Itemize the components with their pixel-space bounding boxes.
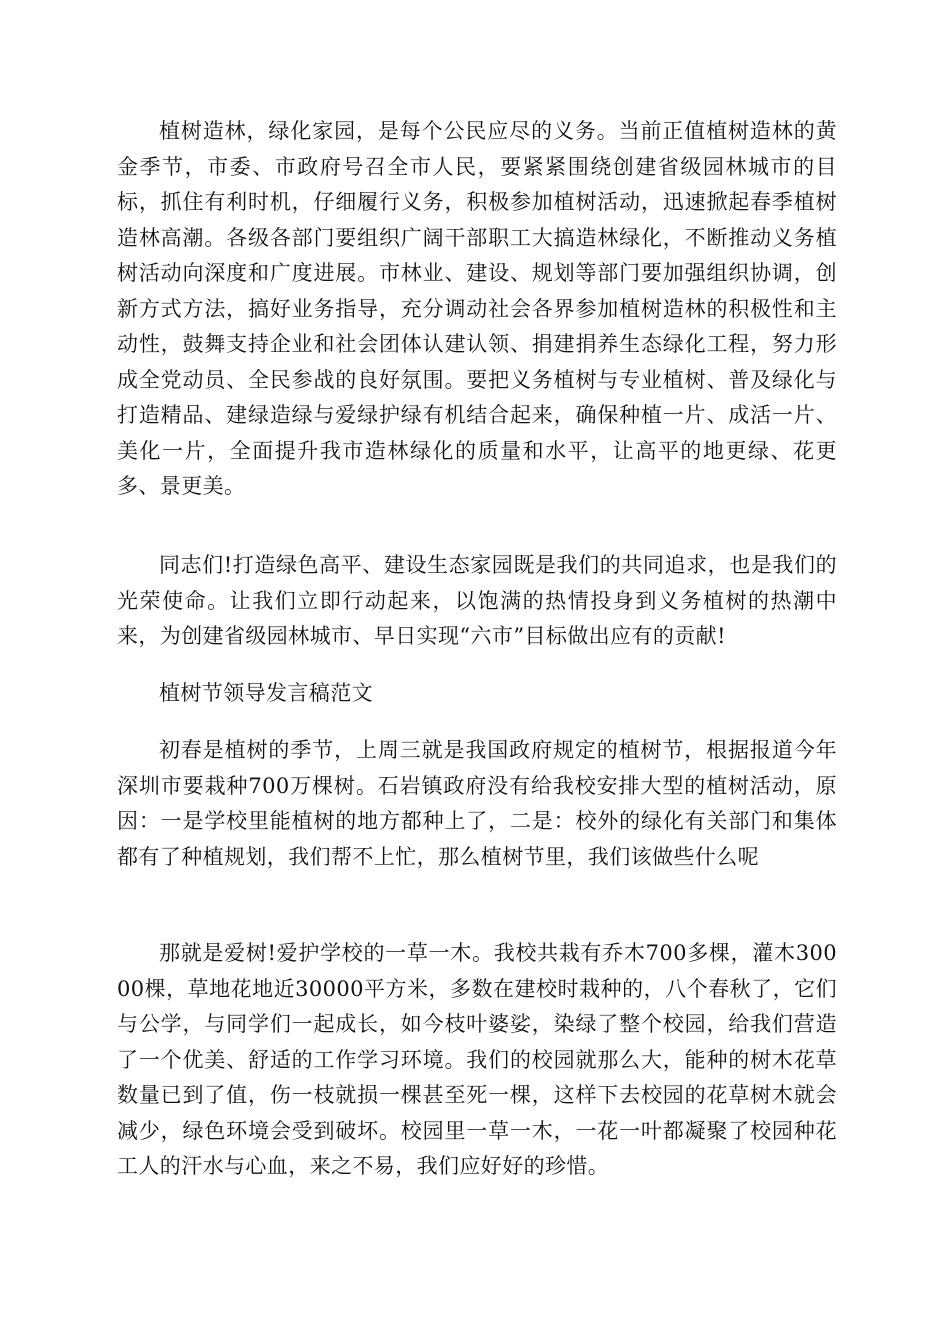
paragraph-5: 那就是爱树!爱护学校的一草一木。我校共栽有乔木700多棵，灌木30000棵，草地花地近30000平方米，多数在建校时栽种的，八个春秋了，它们与公学，与同学们一起成长，如今枝叶婆娑，染绿了整个校园，给我们营造了一个优美、舒适的工作学习环境。我们的校园就那么大，能种的树木花草数量已到了值，伤一枝就损一棵甚至死一棵，这样下去校园的花草树木就会减少，绿色环境会受到破坏。校园里一草一木，一花一叶都凝聚了校园种花工人的汗水与心血，来之不易，我们应好好的珍惜。 (117, 941, 837, 1178)
paragraph-1: 植树造林，绿化家园，是每个公民应尽的义务。当前正值植树造林的黄金季节，市委、市政府号召全市人民，要紧紧围绕创建省级园林城市的目标，抓住有利时机，仔细履行义务，积极参加植树活动，迅速掀起春季植树造林高潮。各级各部门要组织广阔干部职工大搞造林绿化，不断推动义务植树活动向深度和广度进展。市林业、建设、规划等部门要加强组织协调，创新方式方法，搞好业务指导，充分调动社会各界参加植树造林的积极性和主动性，鼓舞支持企业和社会团体认建认领、捐建捐养生态绿化工程，努力形成全党动员、全民参战的良好氛围。要把义务植树与专业植树、普及绿化与打造精品、建绿造绿与爱绿护绿有机结合起来，确保种植一片、成活一片、美化一片，全面提升我市造林绿化的质量和水平，让高平的地更绿、花更多、景更美。 (117, 119, 837, 498)
paragraph-4: 初春是植树的季节，上周三就是我国政府规定的植树节，根据报道今年深圳市要栽种700万棵树。石岩镇政府没有给我校安排大型的植树活动，原因：一是学校里能植树的地方都种上了，二是：校外的绿化有关部门和集体都有了种植规划，我们帮不上忙，那么植树节里，我们该做些什么呢 (117, 738, 837, 869)
section-heading: 植树节领导发言稿范文 (159, 681, 373, 705)
paragraph-2: 同志们!打造绿色高平、建设生态家园既是我们的共同追求，也是我们的光荣使命。让我们立即行动起来，以饱满的热情投身到义务植树的热潮中来，为创建省级园林城市、早日实现“六市”目标做出应有的贡献! (117, 553, 837, 648)
